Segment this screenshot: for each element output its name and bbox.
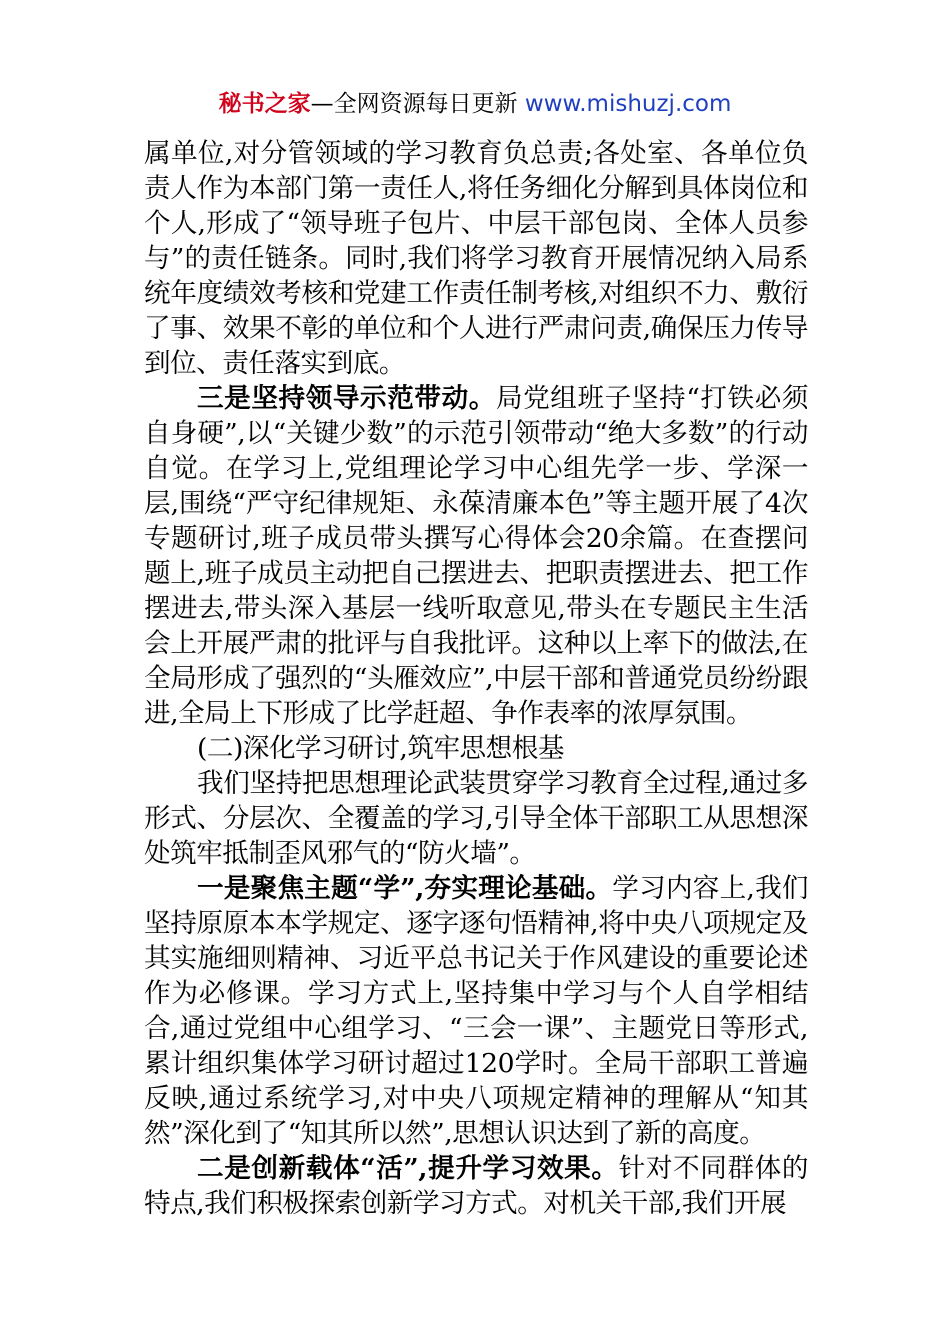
paragraph-leadership — [144, 381, 808, 731]
paragraph-responsibility: 属单位,对分管领域的学习教育负总责;各处室、各单位负责人作为本部门第一责任人,将任务细化分解到具体岗位和个人,形成了“领导班子包片、中层干部包岗、全体人员参与”的责任链条。同时,我们将学习教育开展情况纳入局系统年度绩效考核和党建工作责任制考核,对组织不力、敷衍了事、效果不彰的单位和个人进行严肃问责,确保压力传导到位、责任落实到底。 — [144, 138, 808, 379]
paragraph-focus-theme-lead: 一是聚焦主题“学”,夯实理论基础。 — [197, 873, 613, 904]
paragraph-focus-theme-body: 学习内容上,我们坚持原原本本学规定、逐字逐句悟精神,将中央八项规定及其实施细则精神、习近平总书记关于作风建设的重要论述作为必修课。学习方式上,坚持集中学习与个人自学相结合,通过党组中心组学习、“三会一课”、主题党日等形式,累计组织集体学习研讨超过120学时。全局干部职工普遍反映,通过系统学习,对中央八项规定精神的理解从“知其然”深化到了“知其所以然”,思想认识达到了新的高度。 — [144, 873, 808, 1149]
paragraph-leadership-lead: 三是坚持领导示范带动。 — [197, 383, 496, 414]
paragraph-innovation-lead: 二是创新载体“活”,提升学习效果。 — [197, 1153, 619, 1184]
section-heading-2: (二)深化学习研讨,筑牢思想根基 — [197, 733, 564, 764]
paragraph-innovation-body: 针对不同群体的特点,我们积极探索创新学习方式。对机关干部,我们开展 — [144, 1153, 808, 1219]
paragraph-leadership-body: 局党组班子坚持“打铁必须自身硬”,以“关键少数”的示范引领带动“绝大多数”的行动自觉。在学习上,党组理论学习中心组先学一步、学深一层,围绕“严守纪律规矩、永葆清廉本色”等主题开展了4次专题研讨,班子成员带头撰写心得体会20余篇。在查摆问题上,班子成员主动把自己摆进去、把职责摆进去、把工作摆进去,带头深入基层一线听取意见,带头在专题民主生活会上开展严肃的批评与自我批评。这种以上率下的做法,在全局形成了强烈的“头雁效应”,中层干部和普通党员纷纷跟进,全局上下形成了比学赶超、争作表率的浓厚氛围。 — [144, 383, 808, 729]
paragraph-innovation — [144, 1151, 808, 1221]
site-header — [0, 88, 950, 120]
site-url-link[interactable]: www.mishuzj.com — [524, 91, 732, 117]
paragraph-focus-theme — [144, 871, 808, 1151]
document-body — [144, 136, 808, 1221]
paragraph-study-intro: 我们坚持把思想理论武装贯穿学习教育全过程,通过多形式、分层次、全覆盖的学习,引导全体干部职工从思想深处筑牢抵制歪风邪气的“防火墙”。 — [144, 768, 808, 869]
site-brand: 秘书之家 — [218, 91, 311, 117]
site-tagline: —全网资源每日更新 — [310, 91, 518, 117]
